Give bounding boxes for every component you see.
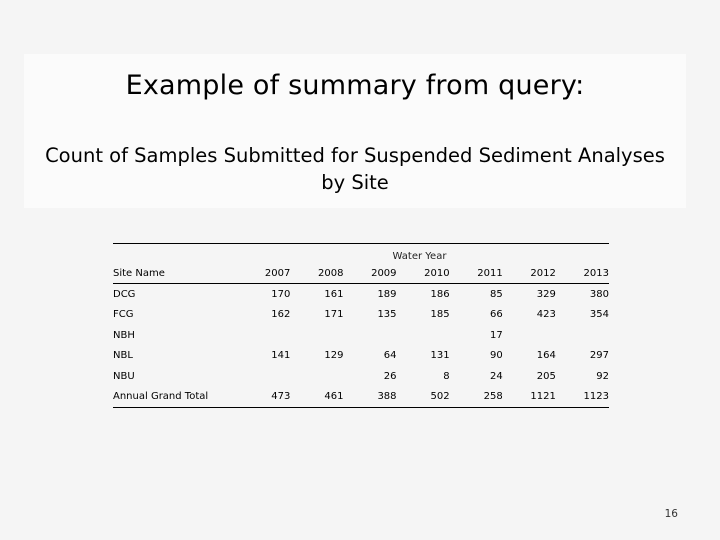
count-cell: 186 bbox=[430, 289, 450, 301]
total-cell: 1121 bbox=[503, 386, 556, 407]
table-row bbox=[113, 366, 609, 386]
count-cell: 423 bbox=[536, 309, 556, 321]
slide-title: Example of summary from query: bbox=[125, 70, 585, 101]
count-cell bbox=[397, 325, 450, 345]
column-header-year: 2009 bbox=[343, 263, 396, 284]
total-cell: 258 bbox=[450, 386, 503, 407]
count-cell: 141 bbox=[271, 350, 291, 362]
column-header-year: 2008 bbox=[290, 263, 343, 284]
site-name-cell: Annual Grand Total bbox=[113, 386, 237, 407]
table-top-rule bbox=[113, 243, 609, 244]
count-cell bbox=[343, 325, 396, 345]
table-row bbox=[113, 325, 609, 345]
column-header-year: 2013 bbox=[556, 263, 609, 284]
total-cell: 1123 bbox=[556, 386, 609, 407]
page-number: 16 bbox=[664, 508, 678, 520]
total-cell: 502 bbox=[397, 386, 450, 407]
column-header-site-name: Site Name bbox=[113, 263, 237, 284]
count-cell: 189 bbox=[377, 289, 397, 301]
count-cell: 354 bbox=[589, 309, 609, 321]
column-header-year: 2010 bbox=[397, 263, 450, 284]
count-cell: 8 bbox=[443, 370, 450, 382]
count-cell: 92 bbox=[596, 370, 609, 382]
count-cell bbox=[290, 366, 343, 386]
site-name-cell: NBH bbox=[113, 329, 135, 341]
total-cell: 388 bbox=[343, 386, 396, 407]
count-cell: 64 bbox=[383, 350, 397, 362]
count-cell: 329 bbox=[536, 289, 556, 301]
count-cell: 380 bbox=[589, 289, 609, 301]
count-cell: 185 bbox=[430, 309, 450, 321]
site-name-cell: NBL bbox=[113, 350, 133, 362]
count-cell bbox=[237, 325, 290, 345]
count-cell bbox=[503, 325, 556, 345]
count-cell: 162 bbox=[271, 309, 291, 321]
count-cell: 90 bbox=[489, 350, 503, 362]
table-row bbox=[113, 346, 609, 366]
count-cell: 170 bbox=[271, 289, 291, 301]
title-box bbox=[24, 54, 686, 208]
slide-subtitle: Count of Samples Submitted for Suspended Sediment Analyses by Site bbox=[45, 144, 665, 194]
count-cell bbox=[290, 325, 343, 345]
table-row bbox=[113, 284, 609, 305]
count-cell: 129 bbox=[324, 350, 344, 362]
count-cell: 205 bbox=[536, 370, 556, 382]
count-cell: 164 bbox=[536, 350, 556, 362]
count-cell: 26 bbox=[383, 370, 397, 382]
column-header-year: 2012 bbox=[503, 263, 556, 284]
column-header-year: 2007 bbox=[237, 263, 290, 284]
count-cell: 135 bbox=[377, 309, 397, 321]
count-cell bbox=[556, 325, 609, 345]
count-cell: 161 bbox=[324, 289, 344, 301]
column-header-year: 2011 bbox=[450, 263, 503, 284]
site-name-cell: NBU bbox=[113, 370, 135, 382]
water-year-header: Water Year bbox=[392, 251, 447, 262]
table-row-total bbox=[113, 386, 609, 407]
total-cell: 461 bbox=[290, 386, 343, 407]
summary-table bbox=[113, 263, 609, 408]
count-cell: 171 bbox=[324, 309, 344, 321]
table-header-row bbox=[113, 263, 609, 284]
count-cell: 85 bbox=[489, 289, 503, 301]
total-cell: 473 bbox=[237, 386, 290, 407]
count-cell bbox=[237, 366, 290, 386]
site-name-cell: DCG bbox=[113, 289, 136, 301]
count-cell: 17 bbox=[489, 329, 503, 341]
count-cell: 66 bbox=[489, 309, 503, 321]
count-cell: 131 bbox=[430, 350, 450, 362]
count-cell: 297 bbox=[589, 350, 609, 362]
table-row bbox=[113, 305, 609, 325]
count-cell: 24 bbox=[489, 370, 503, 382]
site-name-cell: FCG bbox=[113, 309, 134, 321]
